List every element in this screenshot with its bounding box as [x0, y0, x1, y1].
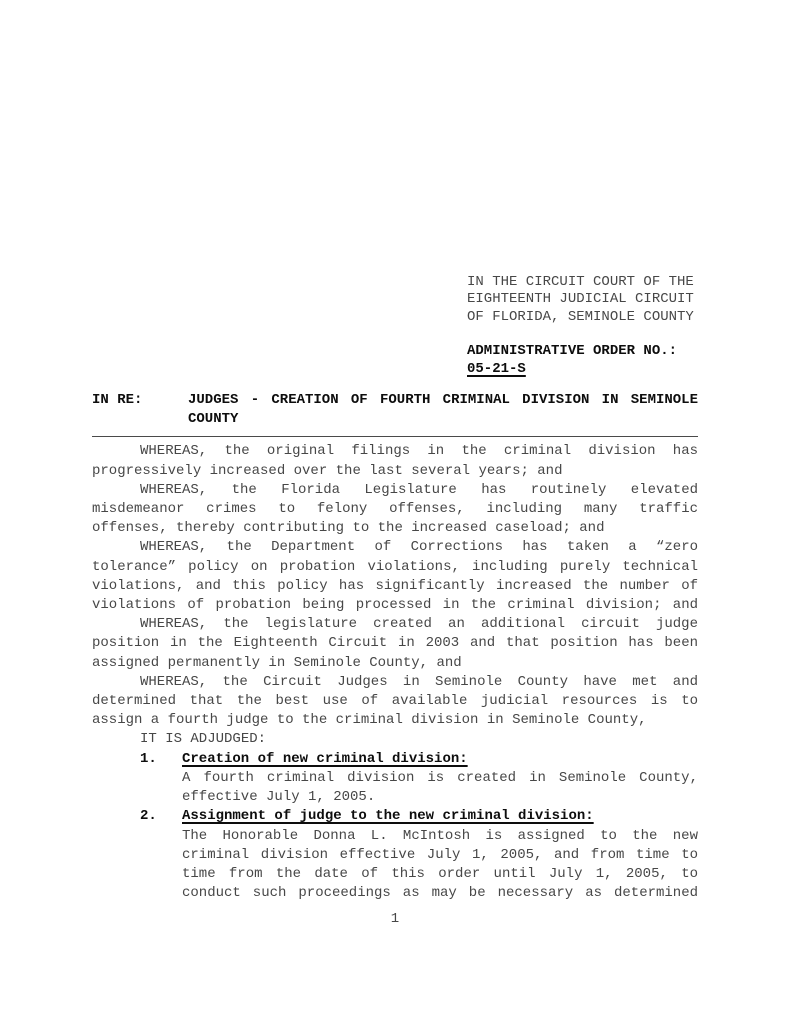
in-re-title: [188, 391, 698, 429]
paragraph-line: WHEREAS, the legislature created an additional circuit judge: [140, 616, 698, 633]
caption-divider-line: [92, 436, 698, 437]
paragraph-line: WHEREAS, the Department of Corrections has taken a “zero: [140, 539, 698, 556]
in-re-label: IN RE:: [92, 392, 143, 409]
administrative-order-number: [467, 343, 698, 378]
item-line: conduct such proceedings as may be necessary as determined: [182, 885, 698, 902]
paragraph-line: violations of probation being processed in the criminal division; and: [92, 597, 698, 614]
item-heading: Assignment of judge to the new criminal division:: [182, 808, 594, 825]
whereas-paragraph-5: [92, 673, 698, 731]
paragraph-line: assign a fourth judge to the criminal division in Seminole County,: [92, 712, 647, 729]
whereas-paragraph-3: [92, 538, 698, 615]
item-line: effective July 1, 2005.: [182, 789, 376, 806]
paragraph-line: WHEREAS, the original filings in the criminal division has: [140, 443, 698, 460]
item-heading: Creation of new criminal division:: [182, 750, 468, 767]
whereas-paragraph-1: [92, 442, 698, 480]
paragraph-line: offenses, thereby contributing to the increased caseload; and: [92, 520, 605, 537]
court-caption-line: IN THE CIRCUIT COURT OF THE: [467, 274, 694, 290]
item-line: The Honorable Donna L. McIntosh is assigned to the new: [182, 827, 698, 844]
whereas-paragraph-4: [92, 615, 698, 673]
item-number: 1.: [140, 750, 157, 767]
paragraph-line: position in the Eighteenth Circuit in 2003 and that position has been: [92, 635, 698, 652]
paragraph-line: determined that the best use of available judicial resources is to: [92, 693, 698, 710]
item-line: time from the date of this order until July 1, 2005, to: [182, 865, 698, 882]
in-re-title-line: COUNTY: [188, 411, 239, 428]
item-content: [182, 750, 698, 808]
court-caption: [467, 274, 698, 326]
in-re-title-line: JUDGES - CREATION OF FOURTH CRIMINAL DIVISION IN SEMINOLE: [188, 392, 698, 409]
court-caption-line: EIGHTEENTH JUDICIAL CIRCUIT: [467, 291, 694, 308]
paragraph-line: assigned permanently in Seminole County, and: [92, 654, 462, 671]
item-line: criminal division effective July 1, 2005, and from time to: [182, 846, 698, 863]
document-content: [92, 274, 698, 930]
paragraph-line: WHEREAS, the Circuit Judges in Seminole County have met and: [140, 673, 698, 690]
in-re-caption: [92, 391, 698, 429]
paragraph-line: WHEREAS, the Florida Legislature has routinely elevated: [140, 481, 698, 498]
paragraph-line: tolerance” policy on probation violations, including purely technical: [92, 558, 698, 575]
order-number-label: ADMINISTRATIVE ORDER NO.:: [467, 343, 678, 360]
whereas-paragraph-2: [92, 481, 698, 539]
page-number: 1: [390, 911, 400, 928]
item-content: [182, 807, 698, 903]
court-caption-line: OF FLORIDA, SEMINOLE COUNTY: [467, 308, 694, 325]
paragraph-line: violations, and this policy has significantly increased the number of: [92, 577, 698, 594]
adjudged-statement: IT IS ADJUDGED:: [140, 731, 267, 748]
numbered-item-1: [92, 750, 698, 808]
order-body: [92, 442, 698, 903]
paragraph-line: misdemeanor crimes to felony offenses, including many traffic: [92, 501, 698, 518]
order-number-value: 05-21-S: [467, 360, 526, 377]
item-number: 2.: [140, 808, 157, 825]
paragraph-line: progressively increased over the last several years; and: [92, 462, 563, 479]
numbered-item-2: [92, 807, 698, 903]
item-line: A fourth criminal division is created in Seminole County,: [182, 769, 698, 786]
